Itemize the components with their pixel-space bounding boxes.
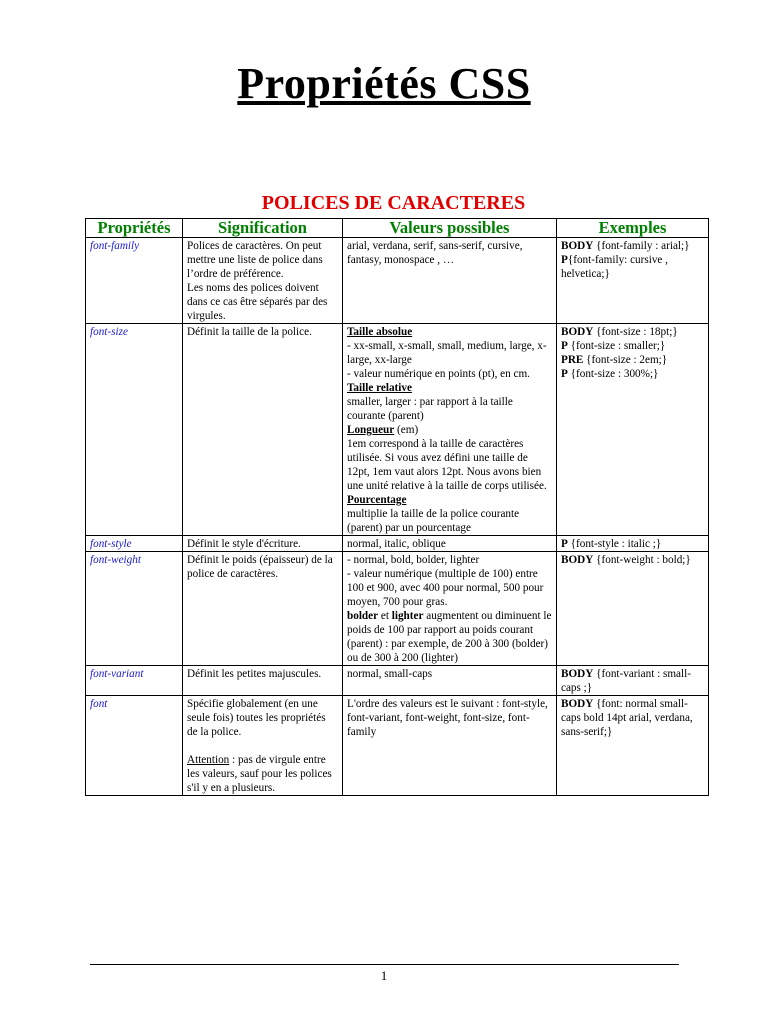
- example-selector: P: [561, 254, 568, 266]
- example-rule: {font-variant : small-caps ;}: [561, 668, 691, 694]
- values-line: L'ordre des valeurs est le suivant : font-style, font-variant, font-weight, font-size, font-family: [347, 698, 548, 738]
- example-selector: P: [561, 538, 568, 550]
- example-rule: {font-size : 2em;}: [583, 354, 668, 366]
- meaning-line: [187, 753, 338, 795]
- values-line: [347, 609, 552, 665]
- values-line: - valeur numérique (multiple de 100) entre 100 et 900, avec 400 pour normal, 500 pour moyen, 700 pour gras.: [347, 568, 544, 608]
- values-text: et: [378, 610, 392, 622]
- css-properties-table: [85, 218, 709, 796]
- page-number: 1: [380, 968, 388, 983]
- spacer: [187, 739, 338, 753]
- property-values: [343, 552, 557, 666]
- property-name: font-variant: [86, 666, 183, 696]
- property-values: [343, 666, 557, 696]
- example-selector: BODY: [561, 326, 594, 338]
- values-line: normal, italic, oblique: [347, 538, 446, 550]
- values-heading: Longueur: [347, 424, 395, 436]
- example-selector: BODY: [561, 240, 594, 252]
- header-properties: Propriétés: [86, 219, 183, 238]
- values-line: 1em correspond à la taille de caractères utilisée. Si vous avez défini une taille de 12pt, 1em vaut alors 12pt. Nous avons bien une unité relative à la taille de corps utilisée.: [347, 438, 547, 492]
- example-line: [561, 697, 704, 739]
- property-name: font-weight: [86, 552, 183, 666]
- property-meaning: [183, 666, 343, 696]
- example-rule: {font-family : arial;}: [593, 240, 690, 252]
- values-text: augmentent ou diminuent le poids de 100 par rapport au poids courant (parent) : par exemple, de 200 à 300 (bolder) ou de 300 à 200 (lighter): [347, 610, 552, 664]
- table-row: [86, 324, 709, 536]
- values-keyword: lighter: [391, 610, 424, 622]
- values-heading: Taille relative: [347, 382, 412, 394]
- section-title: POLICES DE CARACTERES: [261, 192, 526, 214]
- table-header-row: [86, 219, 709, 238]
- property-examples: [557, 552, 709, 666]
- property-name: font-style: [86, 536, 183, 552]
- table-row: [86, 696, 709, 796]
- example-rule: {font-size : smaller;}: [567, 340, 666, 352]
- meaning-line: Définit le style d'écriture.: [187, 538, 301, 550]
- example-line: [561, 667, 704, 695]
- property-meaning: [183, 536, 343, 552]
- example-rule: {font-weight : bold;}: [593, 554, 691, 566]
- property-examples: [557, 238, 709, 324]
- example-rule: {font-style : italic ;}: [567, 538, 662, 550]
- property-examples: [557, 696, 709, 796]
- table-row: [86, 552, 709, 666]
- values-line: - normal, bold, bolder, lighter: [347, 554, 480, 566]
- values-line: multiplie la taille de la police courante (parent) par un pourcentage: [347, 508, 520, 534]
- values-line: - xx-small, x-small, small, medium, large, x-large, xx-large: [347, 340, 547, 366]
- example-line: [561, 239, 704, 253]
- header-examples: Exemples: [557, 219, 709, 238]
- example-selector: P: [561, 368, 568, 380]
- example-line: [561, 253, 704, 281]
- table-row: [86, 666, 709, 696]
- values-heading: Taille absolue: [347, 326, 413, 338]
- meaning-line: Définit la taille de la police.: [187, 326, 312, 338]
- meaning-line: Spécifie globalement (en une seule fois) toutes les propriétés de la police.: [187, 698, 326, 738]
- table-row: [86, 536, 709, 552]
- example-rule: {font-size : 300%;}: [567, 368, 659, 380]
- meaning-line: Les noms des polices doivent dans ce cas être séparés par des virgules.: [187, 282, 328, 322]
- example-selector: BODY: [561, 698, 594, 710]
- example-selector: BODY: [561, 554, 594, 566]
- property-meaning: [183, 696, 343, 796]
- footer-divider: [90, 964, 679, 965]
- values-heading: Pourcentage: [347, 494, 407, 506]
- document-title: Propriétés CSS: [237, 59, 531, 108]
- example-line: [561, 367, 704, 381]
- values-line: arial, verdana, serif, sans-serif, cursive, fantasy, monospace , …: [347, 240, 523, 266]
- property-meaning: [183, 324, 343, 536]
- property-name: font-family: [86, 238, 183, 324]
- meaning-line: Polices de caractères. On peut mettre une liste de police dans l’ordre de préférence.: [187, 240, 323, 280]
- example-selector: BODY: [561, 668, 594, 680]
- property-name: font-size: [86, 324, 183, 536]
- table-row: [86, 238, 709, 324]
- example-line: [561, 537, 704, 551]
- example-selector: P: [561, 340, 568, 352]
- property-values: [343, 238, 557, 324]
- example-rule: {font-size : 18pt;}: [593, 326, 678, 338]
- property-meaning: [183, 238, 343, 324]
- example-line: [561, 339, 704, 353]
- example-line: [561, 353, 704, 367]
- example-line: [561, 325, 704, 339]
- property-name: font: [86, 696, 183, 796]
- values-line: normal, small-caps: [347, 668, 433, 680]
- example-rule: {font: normal small-caps bold 14pt arial, verdana, sans-serif;}: [561, 698, 693, 738]
- property-examples: [557, 536, 709, 552]
- values-suffix: (em): [394, 424, 419, 436]
- example-rule: {font-family: cursive , helvetica;}: [561, 254, 668, 280]
- values-line: - valeur numérique en points (pt), en cm.: [347, 368, 530, 380]
- values-keyword: bolder: [347, 610, 379, 622]
- example-selector: PRE: [561, 354, 584, 366]
- property-values: [343, 536, 557, 552]
- header-values: Valeurs possibles: [343, 219, 557, 238]
- meaning-line: Définit le poids (épaisseur) de la police de caractères.: [187, 554, 333, 580]
- property-values: [343, 324, 557, 536]
- property-values: [343, 696, 557, 796]
- values-line: [347, 423, 552, 437]
- property-meaning: [183, 552, 343, 666]
- attention-text: : pas de virgule entre les valeurs, sauf pour les polices s'il y en a plusieurs.: [187, 754, 332, 794]
- property-examples: [557, 666, 709, 696]
- values-line: smaller, larger : par rapport à la taille courante (parent): [347, 396, 513, 422]
- property-examples: [557, 324, 709, 536]
- meaning-line: Définit les petites majuscules.: [187, 668, 322, 680]
- example-line: [561, 553, 704, 567]
- header-meaning: Signification: [183, 219, 343, 238]
- attention-label: Attention: [187, 754, 230, 766]
